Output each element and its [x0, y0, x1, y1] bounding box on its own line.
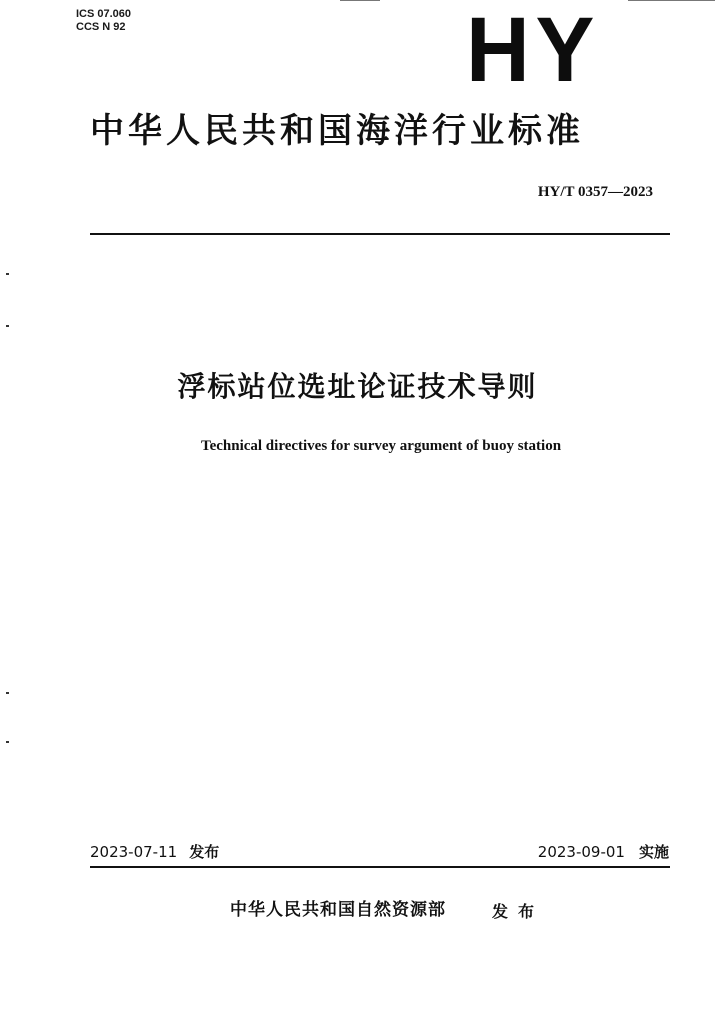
top-edge-mark-right — [628, 0, 715, 1]
issuing-action: 发布 — [492, 902, 545, 921]
issuing-authority: 中华人民共和国自然资源部 — [230, 900, 446, 920]
document-title-english: Technical directives for survey argument of buoy station — [200, 438, 562, 454]
footer-divider — [90, 866, 670, 868]
issue-label: 发布 — [189, 843, 220, 861]
issue-date: 2023-07-11 — [90, 843, 178, 861]
issue-date-block — [90, 842, 219, 862]
margin-mark — [6, 692, 9, 694]
ccs-code: CCS N 92 — [76, 21, 126, 33]
classification-codes — [76, 8, 131, 34]
implementation-date: 2023-09-01 — [537, 843, 625, 861]
standard-number: HY/T 0357—2023 — [537, 184, 653, 200]
ics-code: ICS 07.060 — [76, 8, 132, 20]
implementation-date-block — [538, 842, 669, 862]
implementation-label: 实施 — [638, 843, 669, 861]
margin-mark — [6, 741, 9, 743]
standard-category-title: 中华人民共和国海洋行业标准 — [90, 111, 584, 151]
header-divider — [90, 233, 670, 235]
document-title-chinese: 浮标站位选址论证技术导则 — [177, 370, 538, 403]
margin-mark — [6, 273, 9, 275]
top-edge-mark-left — [340, 0, 380, 1]
margin-mark — [6, 325, 9, 327]
hy-logo: HY — [466, 0, 601, 101]
